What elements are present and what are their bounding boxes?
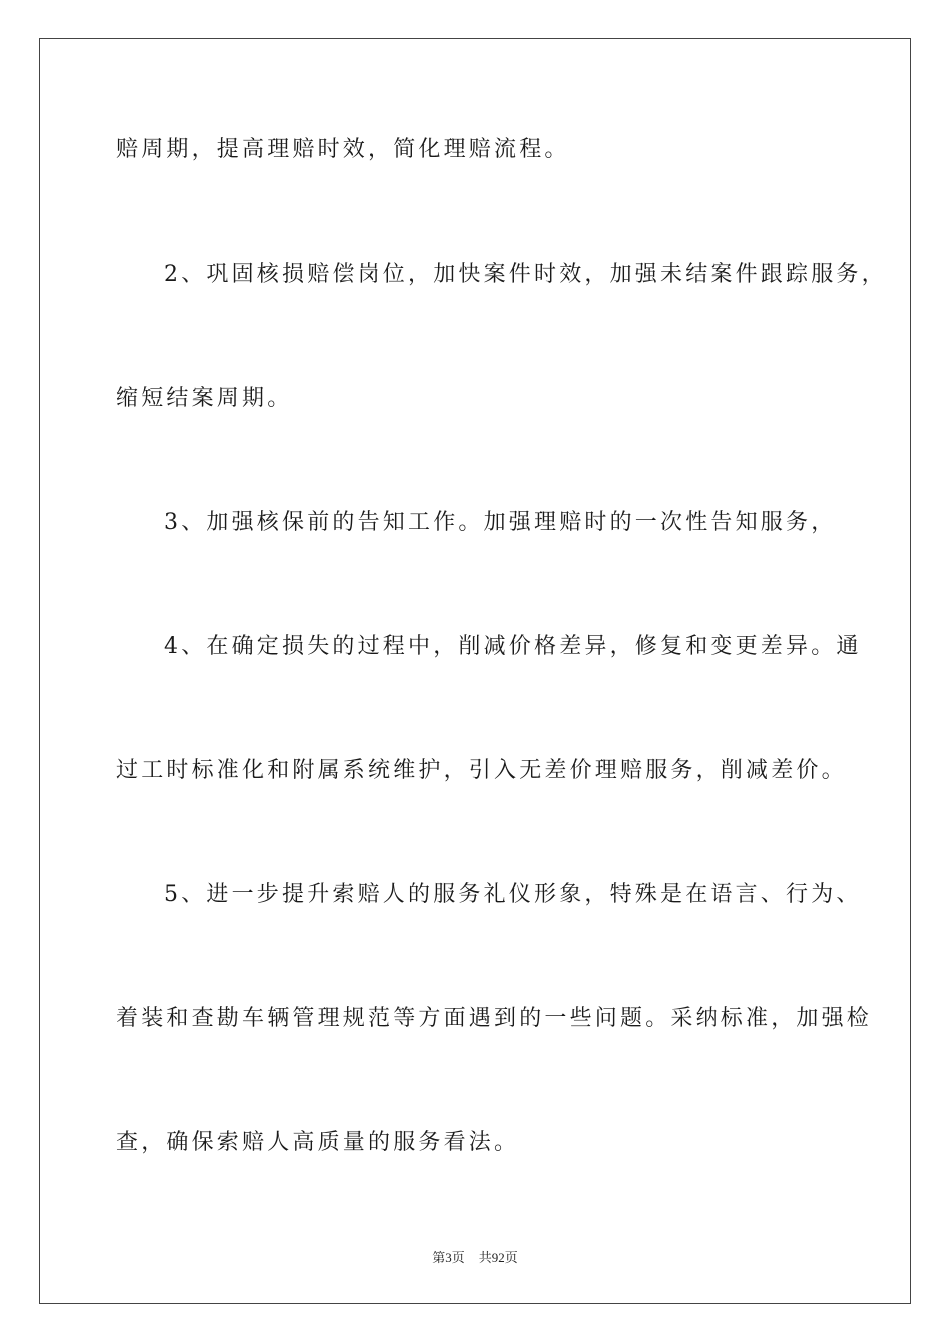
text-line: 5、进一步提升索赔人的服务礼仪形象，特殊是在语言、行为、 <box>164 882 862 907</box>
page-frame <box>39 38 911 1304</box>
text-line: 查，确保索赔人高质量的服务看法。 <box>116 1130 520 1155</box>
page-total: 共92页 <box>478 1250 518 1265</box>
page-number: 第3页 <box>432 1250 465 1265</box>
text-line: 缩短结案周期。 <box>116 386 293 411</box>
page-footer <box>0 1247 950 1266</box>
text-line: 赔周期，提高理赔时效，简化理赔流程。 <box>116 137 570 162</box>
text-line: 过工时标准化和附属系统维护，引入无差价理赔服务，削减差价。 <box>116 758 847 783</box>
text-line: 2、巩固核损赔偿岗位，加快案件时效，加强未结案件跟踪服务， <box>164 262 887 287</box>
text-line: 3、加强核保前的告知工作。加强理赔时的一次性告知服务， <box>164 510 837 535</box>
text-line: 4、在确定损失的过程中，削减价格差异，修复和变更差异。通 <box>164 634 862 659</box>
text-line: 着装和查勘车辆管理规范等方面遇到的一些问题。采纳标准，加强检 <box>116 1006 873 1031</box>
